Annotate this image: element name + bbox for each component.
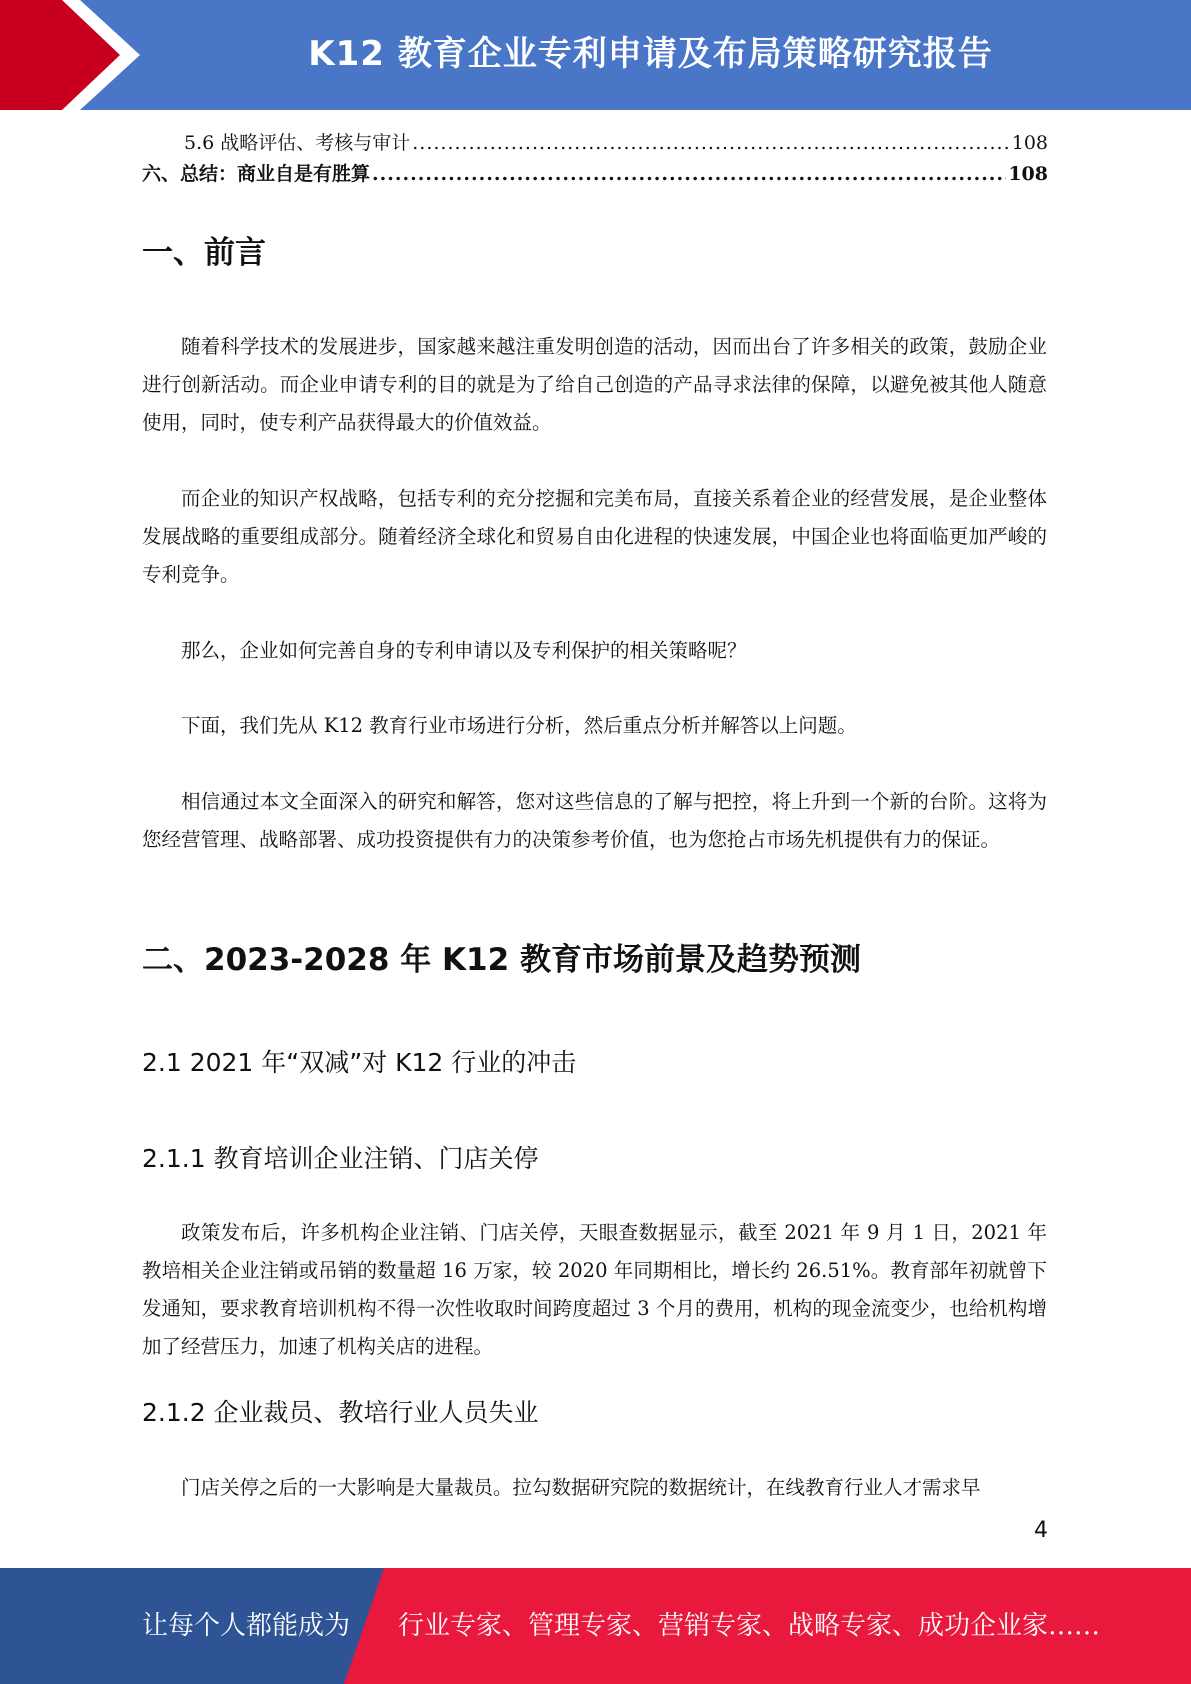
paragraph: 随着科学技术的发展进步，国家越来越注重发明创造的活动，因而出台了许多相关的政策，鼓励企业进行创新活动。而企业申请专利的目的就是为了给自己创造的产品寻求法律的保障，以避免被其他人随意使用，同时，使专利产品获得最大的价值效益。 bbox=[142, 335, 1047, 434]
paragraph: 政策发布后，许多机构企业注销、门店关停，天眼查数据显示，截至 2021 年 9 月 1 日，2021 年教培相关企业注销或吊销的数量超 16 万家，较 2020 年同期相比，增长约 26.51%。教育部年初就曾下发通知，要求教育培训机构不得一次性收取时间跨度超过 3 个月的费用，机构的现金流变少，也给机构增加了经营压力，加速了机构关店的进程。 bbox=[142, 1221, 1047, 1358]
footer-slogan-right: 行业专家、管理专家、营销专家、战略专家、成功企业家…… bbox=[398, 1611, 1101, 1641]
paragraph: 相信通过本文全面深入的研究和解答，您对这些信息的了解与把控，将上升到一个新的台阶。这将为您经营管理、战略部署、成功投资提供有力的决策参考价值，也为您抢占市场先机提供有力的保证。 bbox=[142, 790, 1047, 851]
page-footer bbox=[0, 1568, 1191, 1684]
paragraph: 那么，企业如何完善自身的专利申请以及专利保护的相关策略呢？ bbox=[181, 639, 747, 662]
paragraph: 下面，我们先从 K12 教育行业市场进行分析，然后重点分析并解答以上问题。 bbox=[181, 714, 857, 737]
section-heading-preface: 一、前言 bbox=[142, 235, 266, 271]
paragraph: 门店关停之后的一大影响是大量裁员。拉勾数据研究院的数据统计，在线教育行业人才需求早 bbox=[181, 1476, 981, 1499]
section-heading-market-forecast: 二、2023-2028 年 K12 教育市场前景及趋势预测 bbox=[142, 942, 861, 978]
toc-leader-dots bbox=[412, 129, 1009, 157]
page-number: 4 bbox=[1034, 1518, 1048, 1543]
toc-entry-6[interactable] bbox=[142, 160, 1048, 188]
paragraph: 而企业的知识产权战略，包括专利的充分挖掘和完美布局，直接关系着企业的经营发展，是企业整体发展战略的重要组成部分。随着经济全球化和贸易自由化进程的快速发展，中国企业也将面临更加严峻的专利竞争。 bbox=[142, 487, 1047, 586]
footer-slogan-left: 让每个人都能成为 bbox=[142, 1611, 351, 1641]
header-arrow-graphic bbox=[0, 0, 160, 110]
toc-entry-label: 六、总结：商业自是有胜算 bbox=[142, 163, 371, 185]
subsection-heading-2-1-2: 2.1.2 企业裁员、教培行业人员失业 bbox=[142, 1398, 539, 1427]
subsection-heading-2-1-1: 2.1.1 教育培训企业注销、门店关停 bbox=[142, 1144, 539, 1173]
toc-entry-page: 108 bbox=[1008, 163, 1048, 185]
toc-leader-dots bbox=[372, 160, 1006, 188]
page-header bbox=[0, 0, 1191, 110]
report-title: K12 教育企业专利申请及布局策略研究报告 bbox=[308, 34, 993, 74]
toc-entry-5-6[interactable] bbox=[142, 129, 1048, 157]
toc-entry-label: 5.6 战略评估、考核与审计 bbox=[184, 132, 411, 154]
subsection-heading-2-1: 2.1 2021 年“双减”对 K12 行业的冲击 bbox=[142, 1048, 577, 1077]
toc-entry-page: 108 bbox=[1011, 132, 1048, 154]
